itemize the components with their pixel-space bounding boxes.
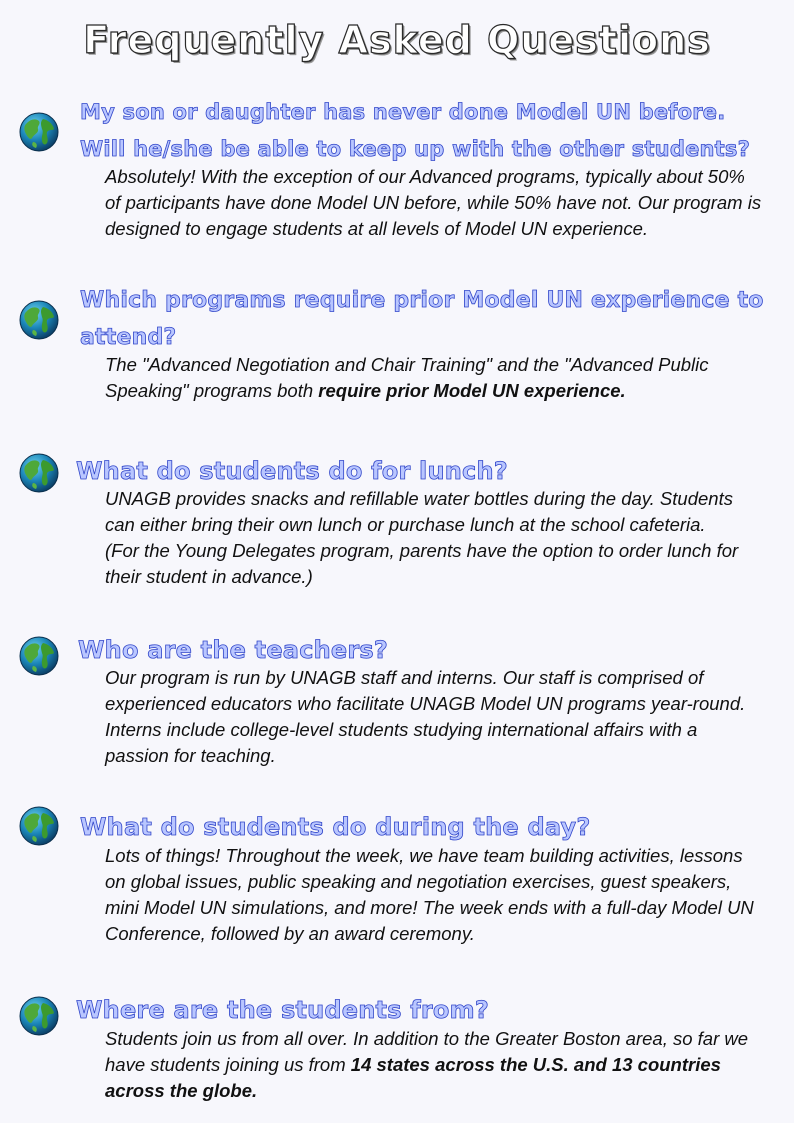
globe-icon: [19, 453, 59, 493]
answer-line: Conference, followed by an award ceremony.: [105, 923, 475, 944]
faq-answer: [105, 665, 775, 769]
faq-question: [80, 809, 590, 846]
answer-line: Absolutely! With the exception of our Advanced programs, typically about 50%: [105, 166, 745, 187]
page-title: Frequently Asked Questions: [83, 18, 711, 62]
answer-line: can either bring their own lunch or purchase lunch at the school cafeteria.: [105, 514, 706, 535]
answer-line: their student in advance.): [105, 566, 313, 587]
faq-question: [80, 282, 764, 356]
question-line: Will he/she be able to keep up with the other students?: [80, 137, 750, 161]
answer-text: Speaking" programs both: [105, 380, 319, 401]
answer-line: of participants have done Model UN before, while 50% have not. Our program is: [105, 192, 762, 213]
question-line: My son or daughter has never done Model UN before.: [80, 100, 726, 124]
answer-line: experienced educators who facilitate UNAGB Model UN programs year-round.: [105, 693, 746, 714]
faq-answer: [105, 486, 775, 590]
faq-answer: [105, 164, 775, 242]
answer-line: [105, 1078, 775, 1104]
answer-line: (For the Young Delegates program, parents have the option to order lunch for: [105, 540, 739, 561]
question-line: What do students do for lunch?: [76, 457, 508, 485]
faq-question: [76, 992, 489, 1029]
globe-icon: [19, 112, 59, 152]
answer-line: Students join us from all over. In addition to the Greater Boston area, so far we: [105, 1028, 749, 1049]
faq-answer: [105, 352, 775, 404]
answer-emphasis: across the globe.: [105, 1080, 258, 1101]
question-line: Where are the students from?: [76, 996, 489, 1024]
answer-emphasis: 14 states across the U.S. and 13 countries: [350, 1054, 721, 1075]
answer-line: [105, 378, 775, 404]
answer-text: have students joining us from: [105, 1054, 351, 1075]
answer-line: Interns include college-level students studying international affairs with a: [105, 719, 698, 740]
faq-question: [80, 94, 750, 168]
globe-icon: [19, 996, 59, 1036]
answer-line: Our program is run by UNAGB staff and interns. Our staff is comprised of: [105, 667, 704, 688]
answer-line: passion for teaching.: [105, 745, 276, 766]
answer-line: on global issues, public speaking and negotiation exercises, guest speakers,: [105, 871, 732, 892]
faq-answer: [105, 843, 775, 947]
answer-line: mini Model UN simulations, and more! The week ends with a full-day Model UN: [105, 897, 754, 918]
faq-question: [78, 632, 388, 669]
question-line: attend?: [80, 325, 177, 350]
answer-line: designed to engage students at all levels of Model UN experience.: [105, 218, 649, 239]
faq-question: [76, 453, 508, 490]
question-line: Who are the teachers?: [78, 636, 389, 664]
answer-line: UNAGB provides snacks and refillable water bottles during the day. Students: [105, 488, 733, 509]
faq-answer: [105, 1026, 775, 1104]
question-line: What do students do during the day?: [80, 813, 591, 841]
globe-icon: [19, 806, 59, 846]
question-line: Which programs require prior Model UN experience to: [80, 288, 764, 313]
answer-line: [105, 1052, 775, 1078]
answer-line: Lots of things! Throughout the week, we have team building activities, lessons: [105, 845, 743, 866]
answer-emphasis: require prior Model UN experience.: [318, 380, 626, 401]
globe-icon: [19, 300, 59, 340]
globe-icon: [19, 636, 59, 676]
answer-line: The "Advanced Negotiation and Chair Training" and the "Advanced Public: [105, 354, 709, 375]
